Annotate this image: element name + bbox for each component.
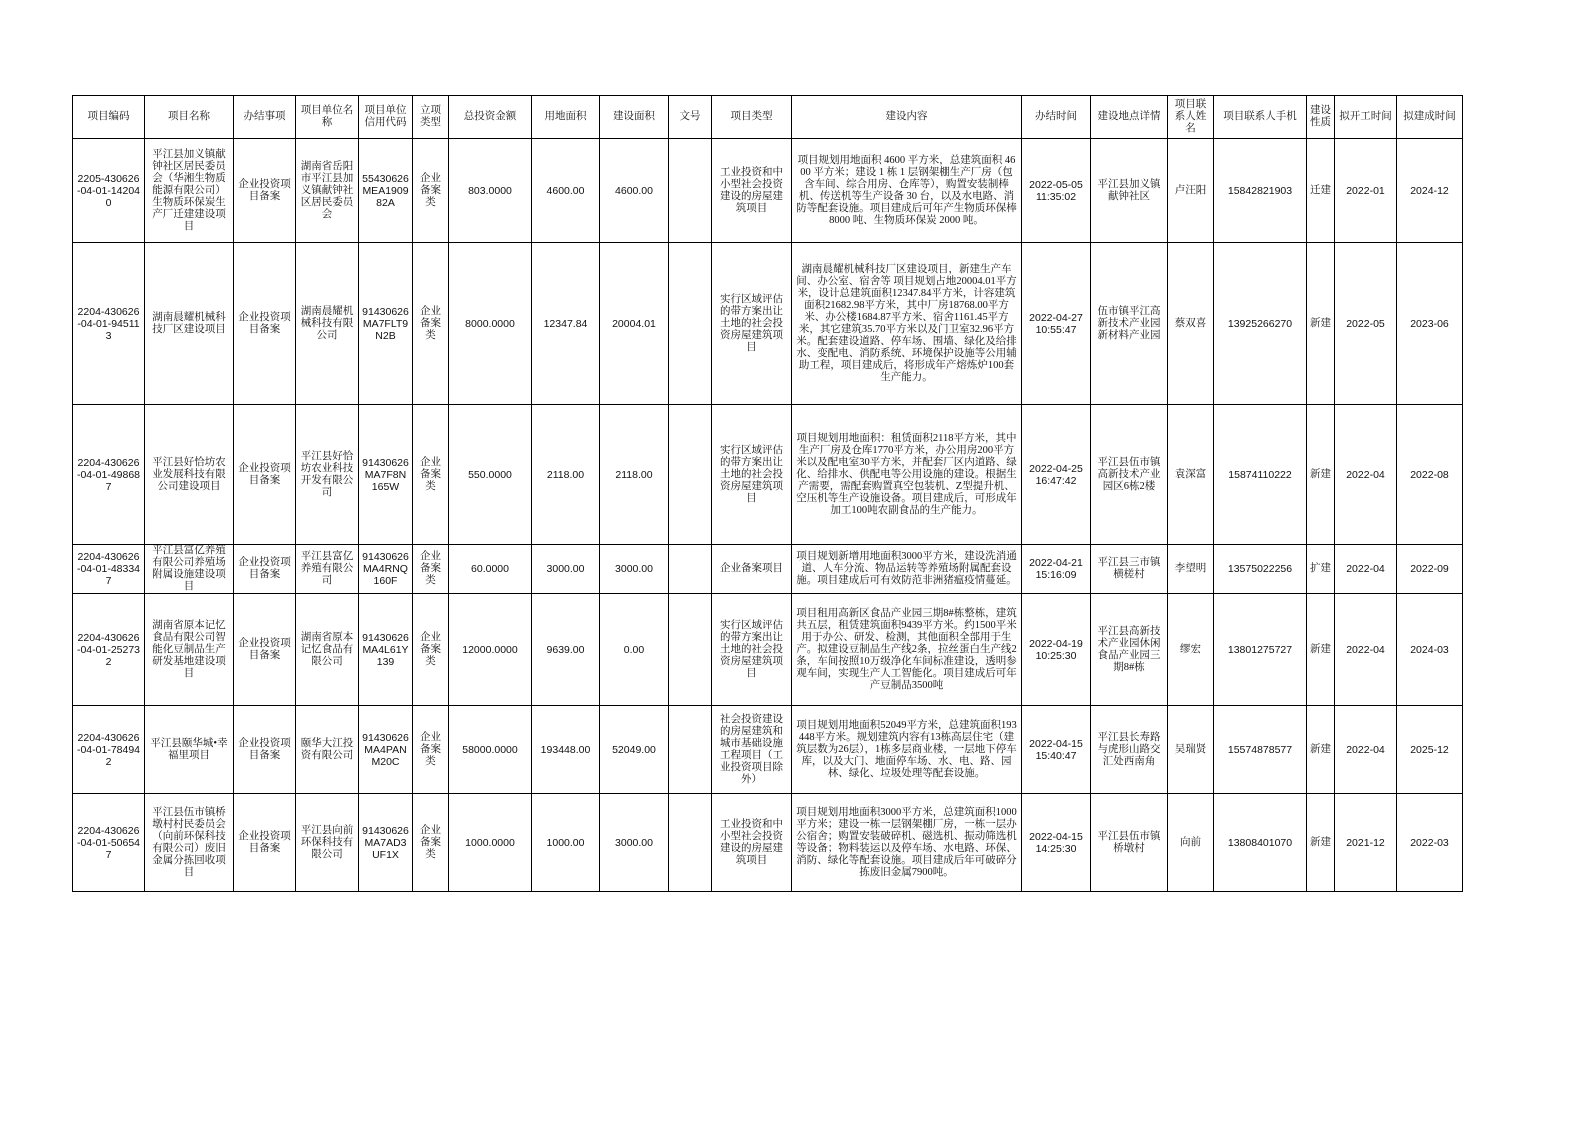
contact-phone-cell: 13925266270 [1214, 243, 1307, 405]
doc-number-cell [669, 706, 712, 794]
header-cell: 项目单位信用代码 [359, 96, 413, 139]
approval-type-cell: 企业备案类 [413, 794, 449, 892]
finish-date-cell: 2022-09 [1397, 545, 1463, 594]
location-cell: 平江县高新技术产业园休闲食品产业园三期8#栋 [1091, 594, 1168, 706]
project-name-cell: 湖南省原本记忆食品有限公司智能化豆制品生产研发基地建设项目 [145, 594, 234, 706]
land-area-cell: 12347.84 [532, 243, 600, 405]
approval-type-cell: 企业备案类 [413, 139, 449, 243]
land-area-cell: 1000.00 [532, 794, 600, 892]
credit-code-cell: 91430626MA7F8N165W [359, 405, 413, 545]
project-code-cell: 2204-430626-04-01-483347 [73, 545, 145, 594]
land-area-cell: 193448.00 [532, 706, 600, 794]
build-nature-cell: 新建 [1307, 243, 1335, 405]
build-area-cell: 2118.00 [600, 405, 669, 545]
land-area-cell: 2118.00 [532, 405, 600, 545]
build-content-cell: 项目规划新增用地面积3000平方米，建设洗消通道、人车分流、物品运转等养殖场附属配套设施。项目建成后可有效防范非洲猪瘟疫情蔓延。 [792, 545, 1022, 594]
finish-date-cell: 2022-03 [1397, 794, 1463, 892]
table-row [73, 794, 1463, 892]
build-content-cell: 项目规划用地面积3000平方米，总建筑面积1000平方米；建设一栋一层钢架棚厂房，一栋一层办公宿舍；购置安装破碎机、磁选机、振动筛选机等设备；物料装运以及停车场、水电路、环保、消防、绿化等配套设施。项目建成后年可破碎分拣废旧金属7900吨。 [792, 794, 1022, 892]
total-investment-cell: 8000.0000 [449, 243, 532, 405]
header-cell: 立项类型 [413, 96, 449, 139]
finish-date-cell: 2024-12 [1397, 139, 1463, 243]
matter-cell: 企业投资项目备案 [234, 594, 296, 706]
build-content-cell: 项目规划用地面积52049平方米，总建筑面积193448平方米。规划建筑内容有13栋高层住宅（建筑层数为26层），1栋多层商业楼，一层地下停车库，以及大门、地面停车场、水、电、路、园林、绿化、垃圾处理等配套设施。 [792, 706, 1022, 794]
approval-type-cell: 企业备案类 [413, 243, 449, 405]
build-nature-cell: 迁建 [1307, 139, 1335, 243]
land-area-cell: 4600.00 [532, 139, 600, 243]
matter-cell: 企业投资项目备案 [234, 706, 296, 794]
start-date-cell: 2022-04 [1335, 545, 1397, 594]
contact-phone-cell: 13575022256 [1214, 545, 1307, 594]
finish-date-cell: 2022-08 [1397, 405, 1463, 545]
doc-number-cell [669, 139, 712, 243]
doc-number-cell [669, 405, 712, 545]
header-cell: 项目联系人手机 [1214, 96, 1307, 139]
start-date-cell: 2022-05 [1335, 243, 1397, 405]
matter-cell: 企业投资项目备案 [234, 545, 296, 594]
header-cell: 项目类型 [712, 96, 792, 139]
build-nature-cell: 新建 [1307, 794, 1335, 892]
credit-code-cell: 91430626MA4L61Y139 [359, 594, 413, 706]
project-type-cell: 实行区域评估的带方案出让土地的社会投资房屋建筑项目 [712, 405, 792, 545]
project-type-cell: 实行区域评估的带方案出让土地的社会投资房屋建筑项目 [712, 243, 792, 405]
start-date-cell: 2022-01 [1335, 139, 1397, 243]
build-content-cell: 项目规划用地面积 4600 平方米，总建筑面积 4600 平方米；建设 1 栋 1 层钢架棚生产厂房（包含车间、综合用房、仓库等），购置安装制棒机、传送机等生产设备 30 台，以及水电路、消防等配套设施。项目建成后可年产生物质环保棒 8000 吨、生物质环保炭 2000 吨。 [792, 139, 1022, 243]
header-cell: 建设地点详情 [1091, 96, 1168, 139]
project-code-cell: 2204-430626-04-01-506547 [73, 794, 145, 892]
location-cell: 平江县伍市镇桥墩村 [1091, 794, 1168, 892]
matter-cell: 企业投资项目备案 [234, 139, 296, 243]
doc-number-cell [669, 545, 712, 594]
matter-cell: 企业投资项目备案 [234, 405, 296, 545]
location-cell: 平江县三市镇横槎村 [1091, 545, 1168, 594]
contact-name-cell: 吴瑞贤 [1168, 706, 1214, 794]
project-type-cell: 工业投资和中小型社会投资建设的房屋建筑项目 [712, 139, 792, 243]
land-area-cell: 9639.00 [532, 594, 600, 706]
start-date-cell: 2022-04 [1335, 706, 1397, 794]
build-content-cell: 项目租用高新区食品产业园三期8#栋整栋，建筑共五层，租赁建筑面积9439平方米。约1500平米用于办公、研发、检测，其他面积全部用于生产。拟建设豆制品生产线2条，拉丝蛋白生产线2条，车间按照10万级净化车间标准建设，透明参观车间，实现生产人工智能化。项目建成后可年产豆制品3500吨 [792, 594, 1022, 706]
project-code-cell: 2204-430626-04-01-784942 [73, 706, 145, 794]
project-type-cell: 社会投资建设的房屋建筑和城市基础设施工程项目（工业投资项目除外） [712, 706, 792, 794]
done-time-cell: 2022-04-25 16:47:42 [1022, 405, 1091, 545]
doc-number-cell [669, 594, 712, 706]
finish-date-cell: 2023-06 [1397, 243, 1463, 405]
table-row [73, 139, 1463, 243]
approval-type-cell: 企业备案类 [413, 594, 449, 706]
project-name-cell: 平江县富亿养殖有限公司养殖场附属设施建设项目 [145, 545, 234, 594]
done-time-cell: 2022-04-21 15:16:09 [1022, 545, 1091, 594]
location-cell: 平江县加义镇献钟社区 [1091, 139, 1168, 243]
contact-name-cell: 李望明 [1168, 545, 1214, 594]
location-cell: 伍市镇平江高新技术产业园新材料产业园 [1091, 243, 1168, 405]
total-investment-cell: 12000.0000 [449, 594, 532, 706]
header-cell: 项目名称 [145, 96, 234, 139]
unit-name-cell: 湖南省岳阳市平江县加义镇献钟社区居民委员会 [296, 139, 359, 243]
total-investment-cell: 1000.0000 [449, 794, 532, 892]
header-cell: 办结时间 [1022, 96, 1091, 139]
header-cell: 办结事项 [234, 96, 296, 139]
build-area-cell: 52049.00 [600, 706, 669, 794]
project-name-cell: 平江县加义镇献钟社区居民委员会（华湘生物质能源有限公司）生物质环保炭生产厂迁建建设项目 [145, 139, 234, 243]
start-date-cell: 2021-12 [1335, 794, 1397, 892]
contact-name-cell: 袁深富 [1168, 405, 1214, 545]
contact-name-cell: 蔡双喜 [1168, 243, 1214, 405]
header-cell: 总投资金额 [449, 96, 532, 139]
project-type-cell: 企业备案项目 [712, 545, 792, 594]
credit-code-cell: 55430626MEA190982A [359, 139, 413, 243]
project-type-cell: 实行区域评估的带方案出让土地的社会投资房屋建筑项目 [712, 594, 792, 706]
unit-name-cell: 平江县好恰坊农业科技开发有限公司 [296, 405, 359, 545]
contact-phone-cell: 15874110222 [1214, 405, 1307, 545]
project-code-cell: 2204-430626-04-01-252732 [73, 594, 145, 706]
contact-phone-cell: 15574878577 [1214, 706, 1307, 794]
unit-name-cell: 颐华大江投资有限公司 [296, 706, 359, 794]
build-area-cell: 20004.01 [600, 243, 669, 405]
build-content-cell: 项目规划用地面积：租赁面积2118平方米，其中生产厂房及仓库1770平方米，办公用房200平方米以及配电室30平方米，并配套厂区内道路、绿化、给排水、供配电等公用设施的建设。根据生产需要，需配套购置真空包装机、Z型提升机、空压机等生产设施设备。项目建成后，可形成年加工100吨农副食品的生产能力。 [792, 405, 1022, 545]
build-nature-cell: 扩建 [1307, 545, 1335, 594]
project-code-cell: 2205-430626-04-01-142040 [73, 139, 145, 243]
table-row [73, 706, 1463, 794]
done-time-cell: 2022-05-05 11:35:02 [1022, 139, 1091, 243]
credit-code-cell: 91430626MA4RNQ160F [359, 545, 413, 594]
doc-number-cell [669, 243, 712, 405]
table-row [73, 405, 1463, 545]
total-investment-cell: 803.0000 [449, 139, 532, 243]
contact-name-cell: 向前 [1168, 794, 1214, 892]
finish-date-cell: 2025-12 [1397, 706, 1463, 794]
start-date-cell: 2022-04 [1335, 594, 1397, 706]
table-row [73, 545, 1463, 594]
location-cell: 平江县长寿路与虎形山路交汇处西南角 [1091, 706, 1168, 794]
header-cell: 项目联系人姓名 [1168, 96, 1214, 139]
project-name-cell: 平江县颐华城•幸福里项目 [145, 706, 234, 794]
table-row [73, 243, 1463, 405]
project-type-cell: 工业投资和中小型社会投资建设的房屋建筑项目 [712, 794, 792, 892]
project-name-cell: 平江县好恰坊农业发展科技有限公司建设项目 [145, 405, 234, 545]
credit-code-cell: 91430626MA4PANM20C [359, 706, 413, 794]
table-row [73, 594, 1463, 706]
total-investment-cell: 550.0000 [449, 405, 532, 545]
doc-number-cell [669, 794, 712, 892]
header-cell: 文号 [669, 96, 712, 139]
matter-cell: 企业投资项目备案 [234, 794, 296, 892]
credit-code-cell: 91430626MA7AD3UF1X [359, 794, 413, 892]
header-cell: 用地面积 [532, 96, 600, 139]
project-code-cell: 2204-430626-04-01-498687 [73, 405, 145, 545]
approval-type-cell: 企业备案类 [413, 545, 449, 594]
contact-phone-cell: 13801275727 [1214, 594, 1307, 706]
unit-name-cell: 湖南省原本记忆食品有限公司 [296, 594, 359, 706]
contact-name-cell: 缪宏 [1168, 594, 1214, 706]
build-area-cell: 0.00 [600, 594, 669, 706]
header-cell: 项目编码 [73, 96, 145, 139]
build-nature-cell: 新建 [1307, 594, 1335, 706]
build-area-cell: 3000.00 [600, 545, 669, 594]
unit-name-cell: 平江县向前环保科技有限公司 [296, 794, 359, 892]
unit-name-cell: 湖南晨耀机械科技有限公司 [296, 243, 359, 405]
total-investment-cell: 58000.0000 [449, 706, 532, 794]
done-time-cell: 2022-04-19 10:25:30 [1022, 594, 1091, 706]
header-cell: 项目单位名称 [296, 96, 359, 139]
build-nature-cell: 新建 [1307, 706, 1335, 794]
project-name-cell: 湖南晨耀机械科技厂区建设项目 [145, 243, 234, 405]
done-time-cell: 2022-04-15 14:25:30 [1022, 794, 1091, 892]
total-investment-cell: 60.0000 [449, 545, 532, 594]
build-nature-cell: 新建 [1307, 405, 1335, 545]
contact-name-cell: 卢汪阳 [1168, 139, 1214, 243]
location-cell: 平江县伍市镇高新技术产业园区6栋2楼 [1091, 405, 1168, 545]
build-area-cell: 4600.00 [600, 139, 669, 243]
header-cell: 拟开工时间 [1335, 96, 1397, 139]
matter-cell: 企业投资项目备案 [234, 243, 296, 405]
header-cell: 拟建成时间 [1397, 96, 1463, 139]
project-name-cell: 平江县伍市镇桥墩村村民委员会（向前环保科技有限公司）废旧金属分拣回收项目 [145, 794, 234, 892]
land-area-cell: 3000.00 [532, 545, 600, 594]
build-content-cell: 湖南晨耀机械科技厂区建设项目，新建生产车间、办公室、宿舍等 项目规划占地20004.01平方米，设计总建筑面积12347.84平方米，计容建筑面积21682.98平方米，其中厂房18768.00平方米、办公楼1684.87平方米、宿舍1161.45平方米，其它建筑35.70平方米以及门卫室32.96平方米。配套建设道路、停车场、围墙、绿化及给排水、变配电、消防系统、环境保护设施等公用辅助工程，项目建成后，将形成年产熔炼炉100套生产能力。 [792, 243, 1022, 405]
build-area-cell: 3000.00 [600, 794, 669, 892]
contact-phone-cell: 13808401070 [1214, 794, 1307, 892]
header-cell: 建设面积 [600, 96, 669, 139]
done-time-cell: 2022-04-27 10:55:47 [1022, 243, 1091, 405]
header-cell: 建设性质 [1307, 96, 1335, 139]
unit-name-cell: 平江县富亿养殖有限公司 [296, 545, 359, 594]
finish-date-cell: 2024-03 [1397, 594, 1463, 706]
project-code-cell: 2204-430626-04-01-945113 [73, 243, 145, 405]
done-time-cell: 2022-04-15 15:40:47 [1022, 706, 1091, 794]
start-date-cell: 2022-04 [1335, 405, 1397, 545]
approval-type-cell: 企业备案类 [413, 405, 449, 545]
header-row [73, 96, 1463, 139]
approval-type-cell: 企业备案类 [413, 706, 449, 794]
credit-code-cell: 91430626MA7FLT9N2B [359, 243, 413, 405]
contact-phone-cell: 15842821903 [1214, 139, 1307, 243]
header-cell: 建设内容 [792, 96, 1022, 139]
project-table [72, 95, 1463, 892]
